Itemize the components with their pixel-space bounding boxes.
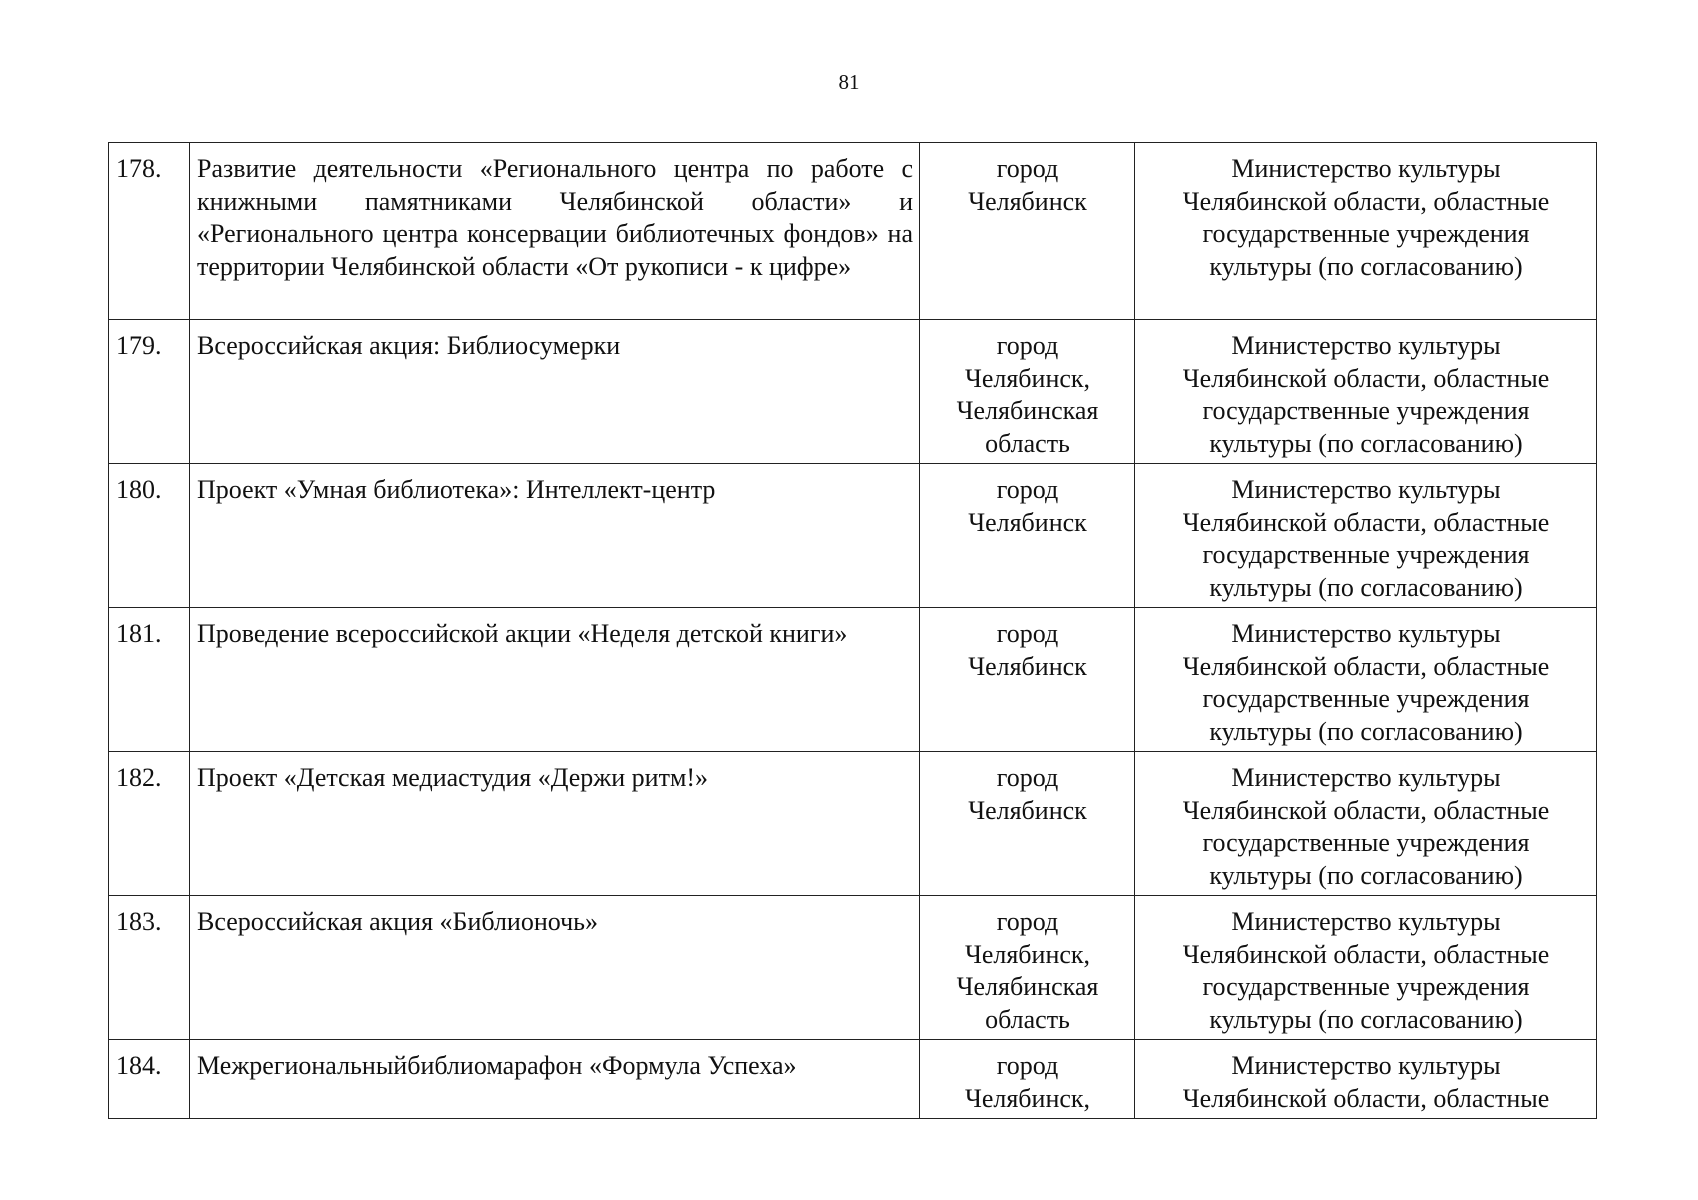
row-number: 183. [109, 896, 190, 1040]
table-row [109, 752, 1597, 896]
event-organizer: Министерство культуры Челябинской области, областные государственные учреждения культуры (по согласованию) [1135, 896, 1597, 1040]
row-number: 180. [109, 464, 190, 608]
row-number: 178. [109, 143, 190, 320]
row-number: 181. [109, 608, 190, 752]
table-row [109, 143, 1597, 320]
event-title: Межрегиональныйбиблиомарафон «Формула Успеха» [190, 1040, 920, 1119]
event-place: город Челябинск [920, 464, 1135, 608]
page-number: 81 [838, 70, 860, 94]
event-organizer: Министерство культуры Челябинской области, областные государственные учреждения культуры (по согласованию) [1135, 752, 1597, 896]
table-row [109, 608, 1597, 752]
event-title: Проведение всероссийской акции «Неделя детской книги» [190, 608, 920, 752]
event-title: Проект «Умная библиотека»: Интеллект-центр [190, 464, 920, 608]
event-title: Проект «Детская медиастудия «Держи ритм!» [190, 752, 920, 896]
event-place: город Челябинск [920, 752, 1135, 896]
table-row [109, 1040, 1597, 1119]
event-place: город Челябинск, Челябинская область [920, 320, 1135, 464]
row-number: 184. [109, 1040, 190, 1119]
table-row [109, 464, 1597, 608]
table-row [109, 320, 1597, 464]
event-place: город Челябинск [920, 143, 1135, 320]
row-number: 182. [109, 752, 190, 896]
event-title: Всероссийская акция: Библиосумерки [190, 320, 920, 464]
event-title: Всероссийская акция «Библионочь» [190, 896, 920, 1040]
event-place: город Челябинск, [920, 1040, 1135, 1119]
event-organizer: Министерство культуры Челябинской области, областные государственные учреждения культуры (по согласованию) [1135, 464, 1597, 608]
event-organizer: Министерство культуры Челябинской области, областные государственные учреждения культуры (по согласованию) [1135, 608, 1597, 752]
event-title: Развитие деятельности «Регионального центра по работе с книжными памятниками Челябинской области» и «Регионального центра консервации библиотечных фондов» на территории Челябинской области «От рукописи - к цифре» [190, 143, 920, 320]
event-organizer: Министерство культуры Челябинской области, областные государственные учреждения культуры (по согласованию) [1135, 320, 1597, 464]
event-organizer: Министерство культуры Челябинской области, областные [1135, 1040, 1597, 1119]
event-place: город Челябинск, Челябинская область [920, 896, 1135, 1040]
row-number: 179. [109, 320, 190, 464]
table-row [109, 896, 1597, 1040]
events-table [108, 142, 1597, 1119]
event-place: город Челябинск [920, 608, 1135, 752]
event-organizer: Министерство культуры Челябинской области, областные государственные учреждения культуры (по согласованию) [1135, 143, 1597, 320]
